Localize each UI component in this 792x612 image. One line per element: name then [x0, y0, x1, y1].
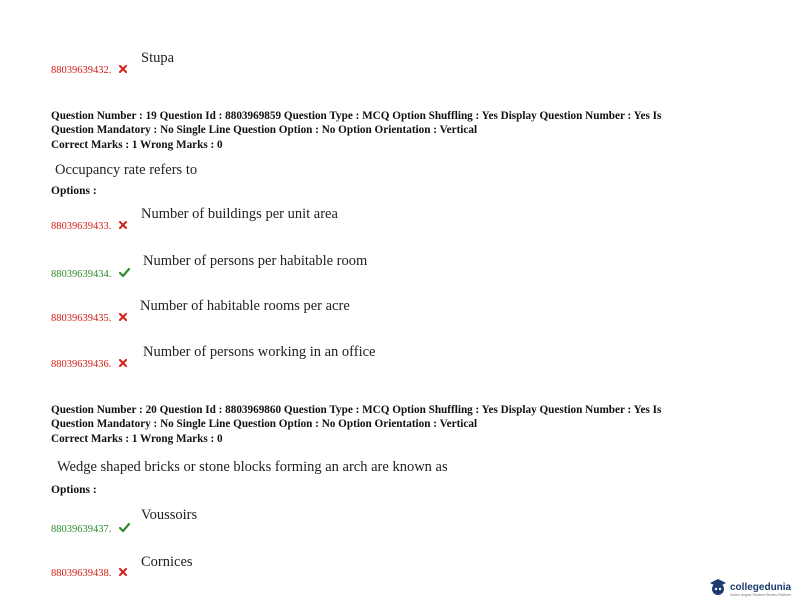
question-text: Wedge shaped bricks or stone blocks forming an arch are known as — [57, 459, 448, 475]
cross-icon — [119, 216, 127, 234]
option-id: 88039639435. — [51, 313, 112, 324]
option-id: 88039639436. — [51, 359, 112, 370]
question-meta-line: Question Mandatory : No Single Line Question Option : No Option Orientation : Vertical — [51, 417, 478, 430]
option-text: Cornices — [141, 554, 193, 570]
question-text: Occupancy rate refers to — [55, 162, 198, 178]
option-text: Number of persons working in an office — [143, 344, 376, 360]
option-row — [51, 308, 127, 326]
logo-name: collegedunia — [730, 582, 792, 593]
cross-icon — [119, 60, 127, 78]
option-id: 88039639433. — [51, 221, 112, 232]
cross-icon — [119, 563, 127, 581]
option-id: 88039639434. — [51, 269, 112, 280]
option-id: 88039639437. — [51, 524, 112, 535]
question-meta-line: Question Number : 19 Question Id : 8803969859 Question Type : MCQ Option Shuffling : Yes Display Question Number : Yes Is — [51, 110, 662, 122]
option-id: 88039639432. — [51, 65, 112, 76]
option-row — [51, 519, 130, 537]
graduation-cap-icon — [708, 577, 728, 602]
option-text: Number of persons per habitable room — [143, 253, 368, 269]
question-meta-line: Question Number : 20 Question Id : 8803969860 Question Type : MCQ Option Shuffling : Yes Display Question Number : Yes Is — [51, 404, 662, 416]
question-meta — [51, 110, 661, 153]
option-row — [51, 354, 127, 372]
checkmark-icon — [119, 264, 130, 282]
option-text: Stupa — [141, 50, 175, 66]
cross-icon — [119, 354, 127, 372]
collegedunia-logo — [708, 577, 791, 602]
option-row — [51, 563, 127, 581]
options-label: Options : — [51, 484, 97, 496]
option-text: Voussoirs — [141, 507, 198, 523]
option-row — [51, 264, 130, 282]
question-marks: Correct Marks : 1 Wrong Marks : 0 — [51, 139, 223, 151]
question-meta-line: Question Mandatory : No Single Line Question Option : No Option Orientation : Vertical — [51, 123, 478, 136]
option-id: 88039639438. — [51, 568, 112, 579]
logo-tagline: India's largest Student Review Platform — [730, 593, 791, 597]
option-text: Number of habitable rooms per acre — [140, 298, 350, 314]
question-meta — [51, 404, 661, 447]
checkmark-icon — [119, 519, 130, 537]
option-text: Number of buildings per unit area — [141, 206, 338, 222]
option-row — [51, 60, 127, 78]
cross-icon — [119, 308, 127, 326]
question-marks: Correct Marks : 1 Wrong Marks : 0 — [51, 433, 223, 445]
option-row — [51, 216, 127, 234]
options-label: Options : — [51, 185, 97, 197]
